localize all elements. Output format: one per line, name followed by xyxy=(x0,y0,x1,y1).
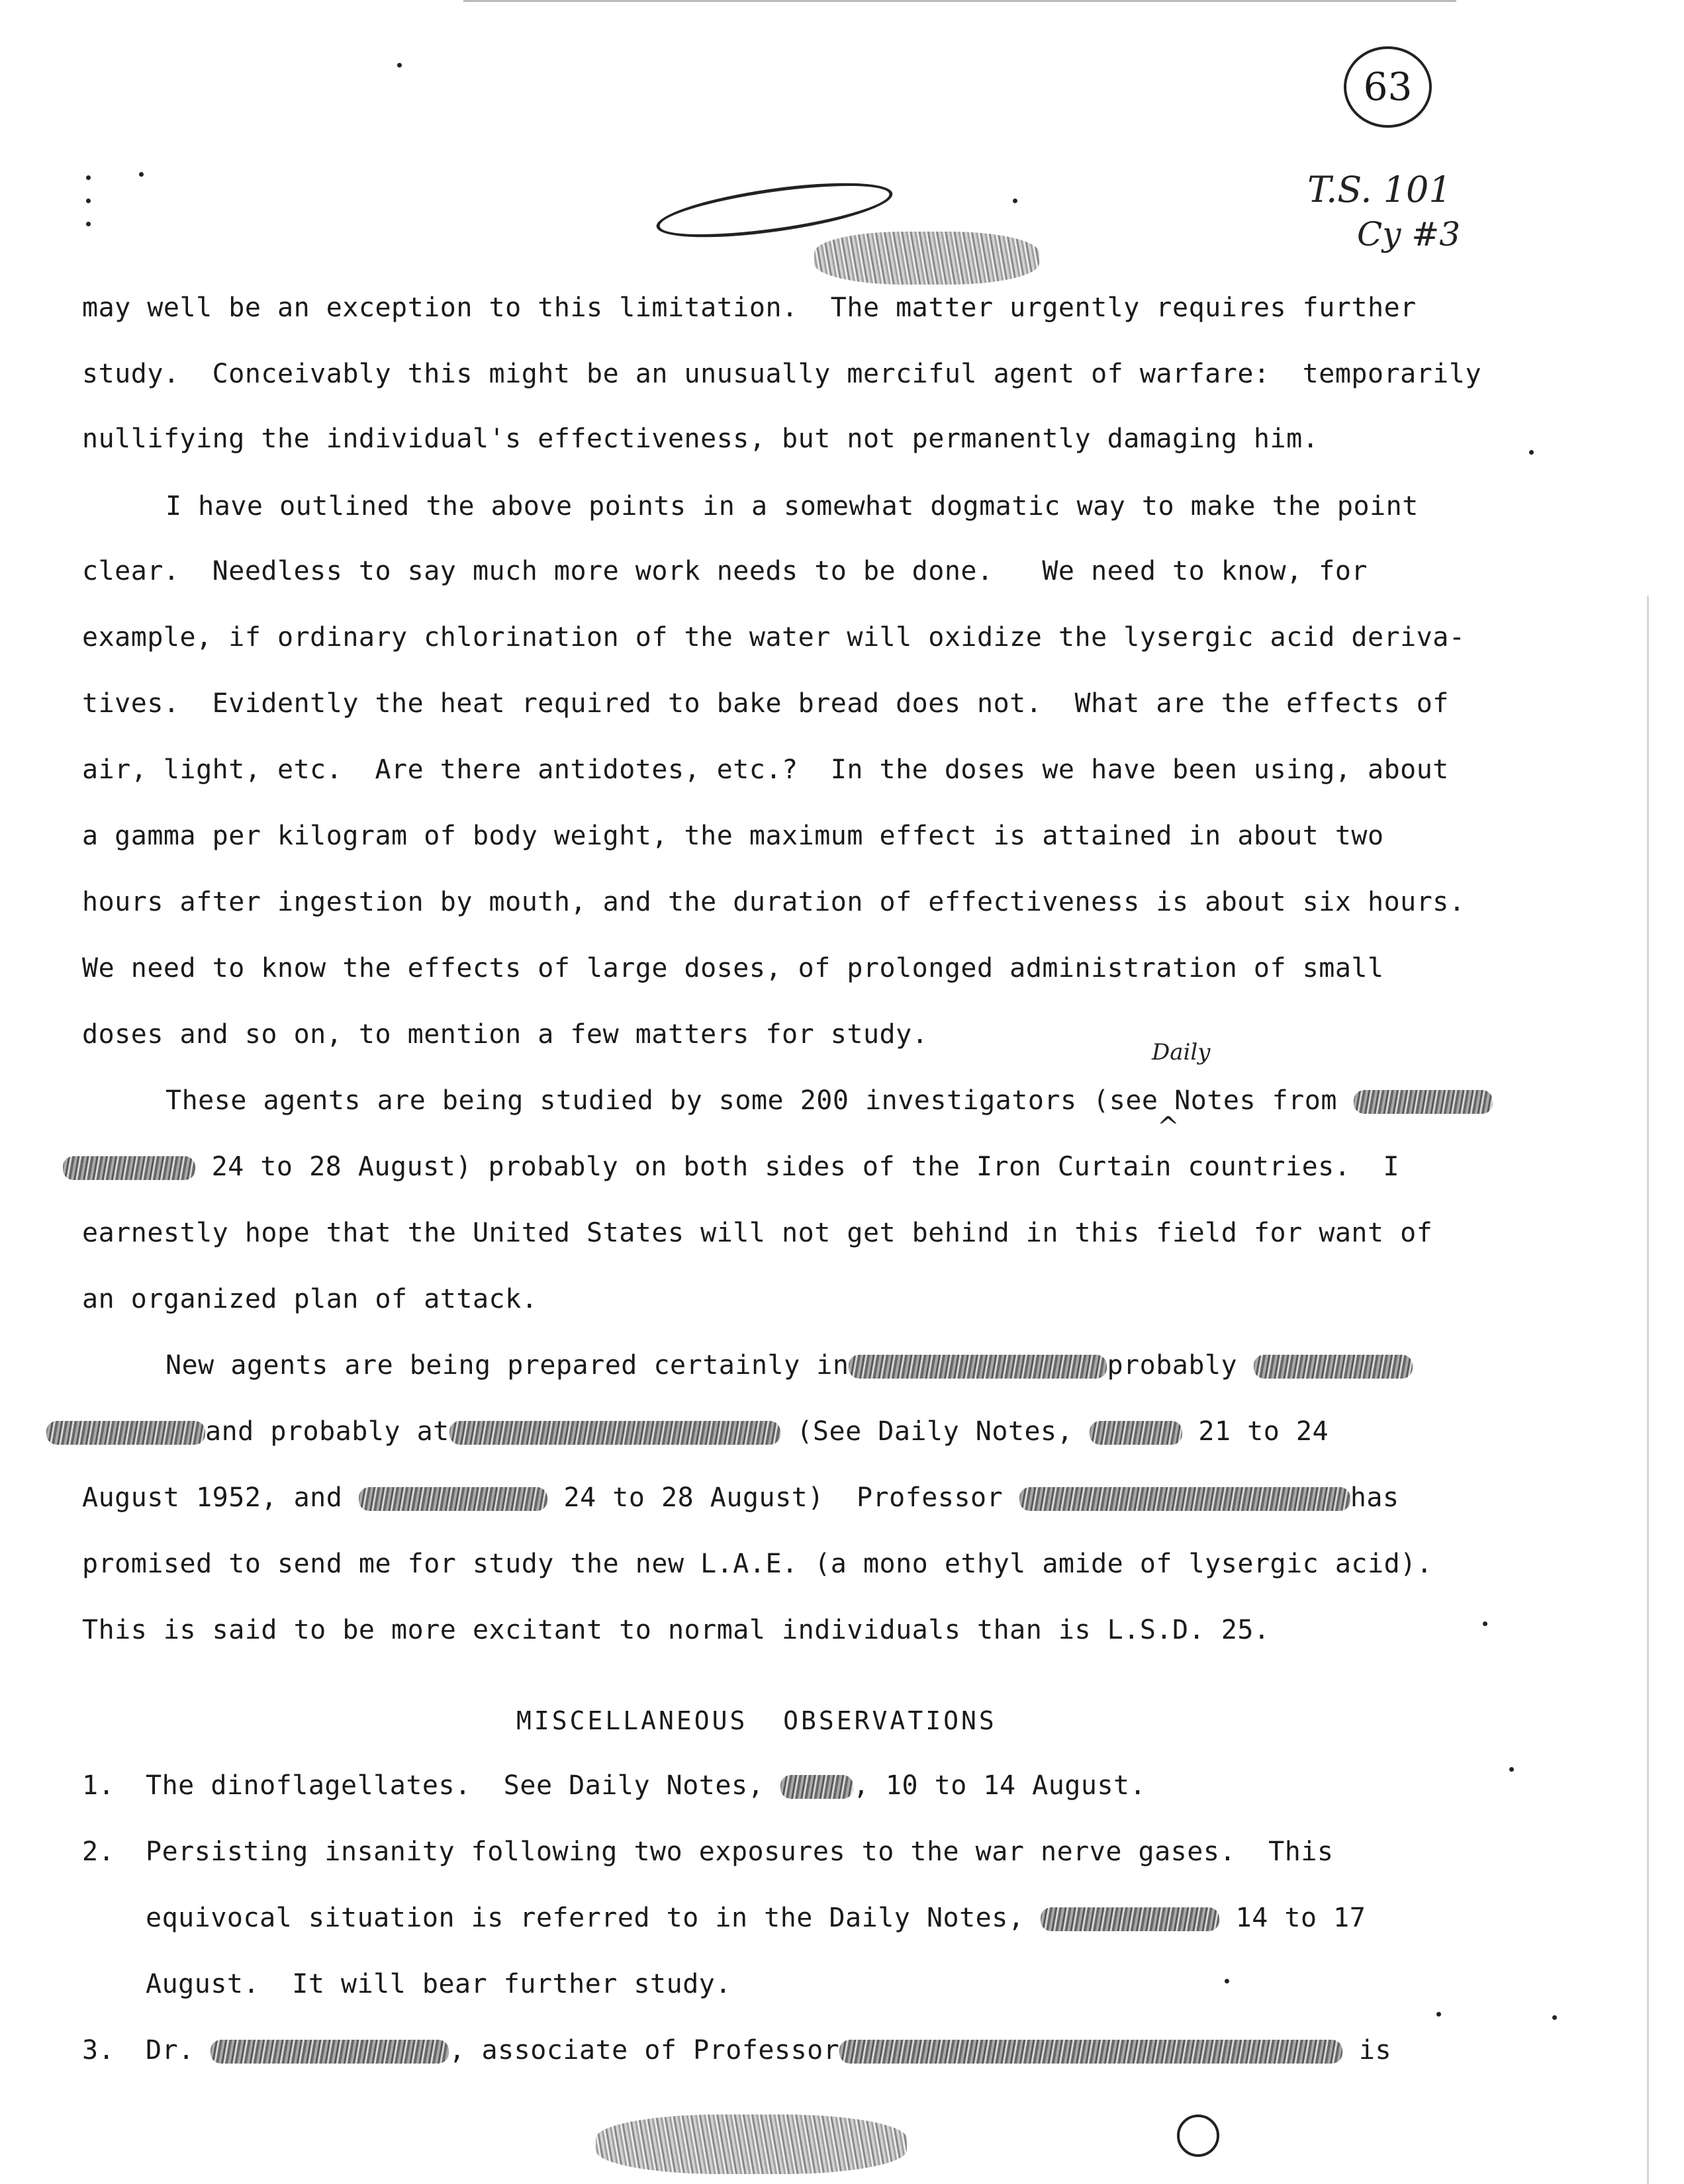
body-line: We need to know the effects of large doses, of prolonged administration of small xyxy=(82,953,1384,983)
body-line: promised to send me for study the new L.A.E. (a mono ethyl amide of lysergic acid). xyxy=(82,1549,1433,1579)
body-line: air, light, etc. Are there antidotes, etc.? In the doses we have been using, about xyxy=(82,754,1449,785)
body-text: probably xyxy=(1107,1350,1238,1381)
body-text: 21 to 24 xyxy=(1198,1416,1329,1447)
body-line: I have outlined the above points in a somewhat dogmatic way to make the point xyxy=(165,491,1419,522)
redaction-block xyxy=(1019,1487,1350,1511)
body-line xyxy=(63,1154,1399,1180)
body-text: New agents are being prepared certainly in xyxy=(165,1350,849,1381)
redaction-block xyxy=(780,1775,853,1799)
body-text: 24 to 28 August) probably on both sides of the Iron Curtain countries. I xyxy=(211,1152,1400,1182)
body-line xyxy=(46,1418,1329,1445)
speck xyxy=(1436,2012,1441,2017)
page-number-circled: 63 xyxy=(1344,46,1432,128)
body-text: The dinoflagellates. See Daily Notes, xyxy=(146,1770,765,1801)
list-item: August. It will bear further study. xyxy=(146,1969,731,1999)
redaction-block xyxy=(46,1421,205,1445)
body-text: Notes from xyxy=(1174,1085,1337,1116)
body-line: clear. Needless to say much more work needs to be done. We need to know, for xyxy=(82,556,1368,586)
body-line xyxy=(165,1087,1493,1114)
body-line: an organized plan of attack. xyxy=(82,1284,538,1314)
speck xyxy=(1529,450,1534,455)
redaction-block xyxy=(63,1156,195,1180)
reference-code-line2: Cy #3 xyxy=(1357,215,1461,253)
speck xyxy=(1552,2015,1557,2020)
body-line: earnestly hope that the United States will not get behind in this field for want of xyxy=(82,1218,1433,1248)
body-text: August 1952, and xyxy=(82,1482,343,1513)
body-line: hours after ingestion by mouth, and the duration of effectiveness is about six hours. xyxy=(82,887,1466,917)
handwritten-insert: Daily xyxy=(1152,1039,1211,1066)
body-text: Dr. xyxy=(146,2035,195,2066)
body-text: and probably at xyxy=(205,1416,449,1447)
body-line: may well be an exception to this limitation. The matter urgently requires further xyxy=(82,293,1417,323)
body-text: These agents are being studied by some 200 investigators (see xyxy=(165,1085,1158,1116)
redaction-smudge-top xyxy=(814,232,1039,285)
body-text: has xyxy=(1350,1482,1399,1513)
body-line: a gamma per kilogram of body weight, the maximum effect is attained in about two xyxy=(82,821,1384,851)
redaction-block xyxy=(1254,1355,1413,1379)
list-item xyxy=(146,1772,1146,1799)
list-number: 1. xyxy=(82,1770,115,1801)
body-line: This is said to be more excitant to normal individuals than is L.S.D. 25. xyxy=(82,1615,1270,1645)
speck xyxy=(86,175,91,180)
body-line: doses and so on, to mention a few matters for study. xyxy=(82,1019,929,1050)
speck xyxy=(86,222,91,226)
scan-edge-right xyxy=(1647,596,1649,2184)
body-line xyxy=(82,1484,1399,1511)
reference-code-line1: T.S. 101 xyxy=(1307,169,1452,210)
speck xyxy=(1509,1767,1514,1772)
speck xyxy=(397,63,402,68)
redaction-block xyxy=(449,1421,780,1445)
list-item xyxy=(146,1905,1366,1931)
body-text: 24 to 28 August) Professor xyxy=(563,1482,1004,1513)
circle-mark-bottom xyxy=(1177,2115,1219,2157)
body-text: (See Daily Notes, xyxy=(796,1416,1074,1447)
body-text: is xyxy=(1358,2035,1392,2066)
speck xyxy=(1013,199,1017,203)
body-line: nullifying the individual's effectiveness, but not permanently damaging him. xyxy=(82,424,1319,454)
speck xyxy=(1483,1621,1487,1626)
body-line xyxy=(165,1352,1413,1379)
body-line: study. Conceivably this might be an unusually merciful agent of warfare: temporarily xyxy=(82,359,1482,389)
section-heading: MISCELLANEOUS OBSERVATIONS xyxy=(516,1706,997,1735)
redaction-block xyxy=(1090,1421,1182,1445)
list-item xyxy=(146,2037,1391,2064)
redaction-block xyxy=(210,2040,449,2064)
list-number: 2. xyxy=(82,1837,115,1867)
redaction-block xyxy=(359,1487,547,1511)
body-line: tives. Evidently the heat required to bake bread does not. What are the effects of xyxy=(82,688,1449,719)
list-number: 3. xyxy=(82,2035,115,2066)
speck xyxy=(86,199,91,203)
scan-edge-top xyxy=(463,0,1456,2)
redaction-block xyxy=(839,2040,1342,2064)
redaction-block xyxy=(1354,1090,1493,1114)
redaction-block xyxy=(849,1355,1107,1379)
body-text: , 10 to 14 August. xyxy=(853,1770,1146,1801)
body-text: equivocal situation is referred to in the Daily Notes, xyxy=(146,1903,1025,1933)
body-text: , associate of Professor xyxy=(449,2035,840,2066)
redaction-block xyxy=(1041,1907,1219,1931)
body-text: 14 to 17 xyxy=(1235,1903,1366,1933)
speck xyxy=(1225,1979,1229,1983)
insertion-caret: ^ xyxy=(1157,1112,1180,1142)
speck xyxy=(139,172,144,177)
body-line: example, if ordinary chlorination of the water will oxidize the lysergic acid deriva- xyxy=(82,622,1466,653)
list-item: Persisting insanity following two exposures to the war nerve gases. This xyxy=(146,1837,1334,1867)
redaction-smudge-bottom xyxy=(596,2115,907,2174)
